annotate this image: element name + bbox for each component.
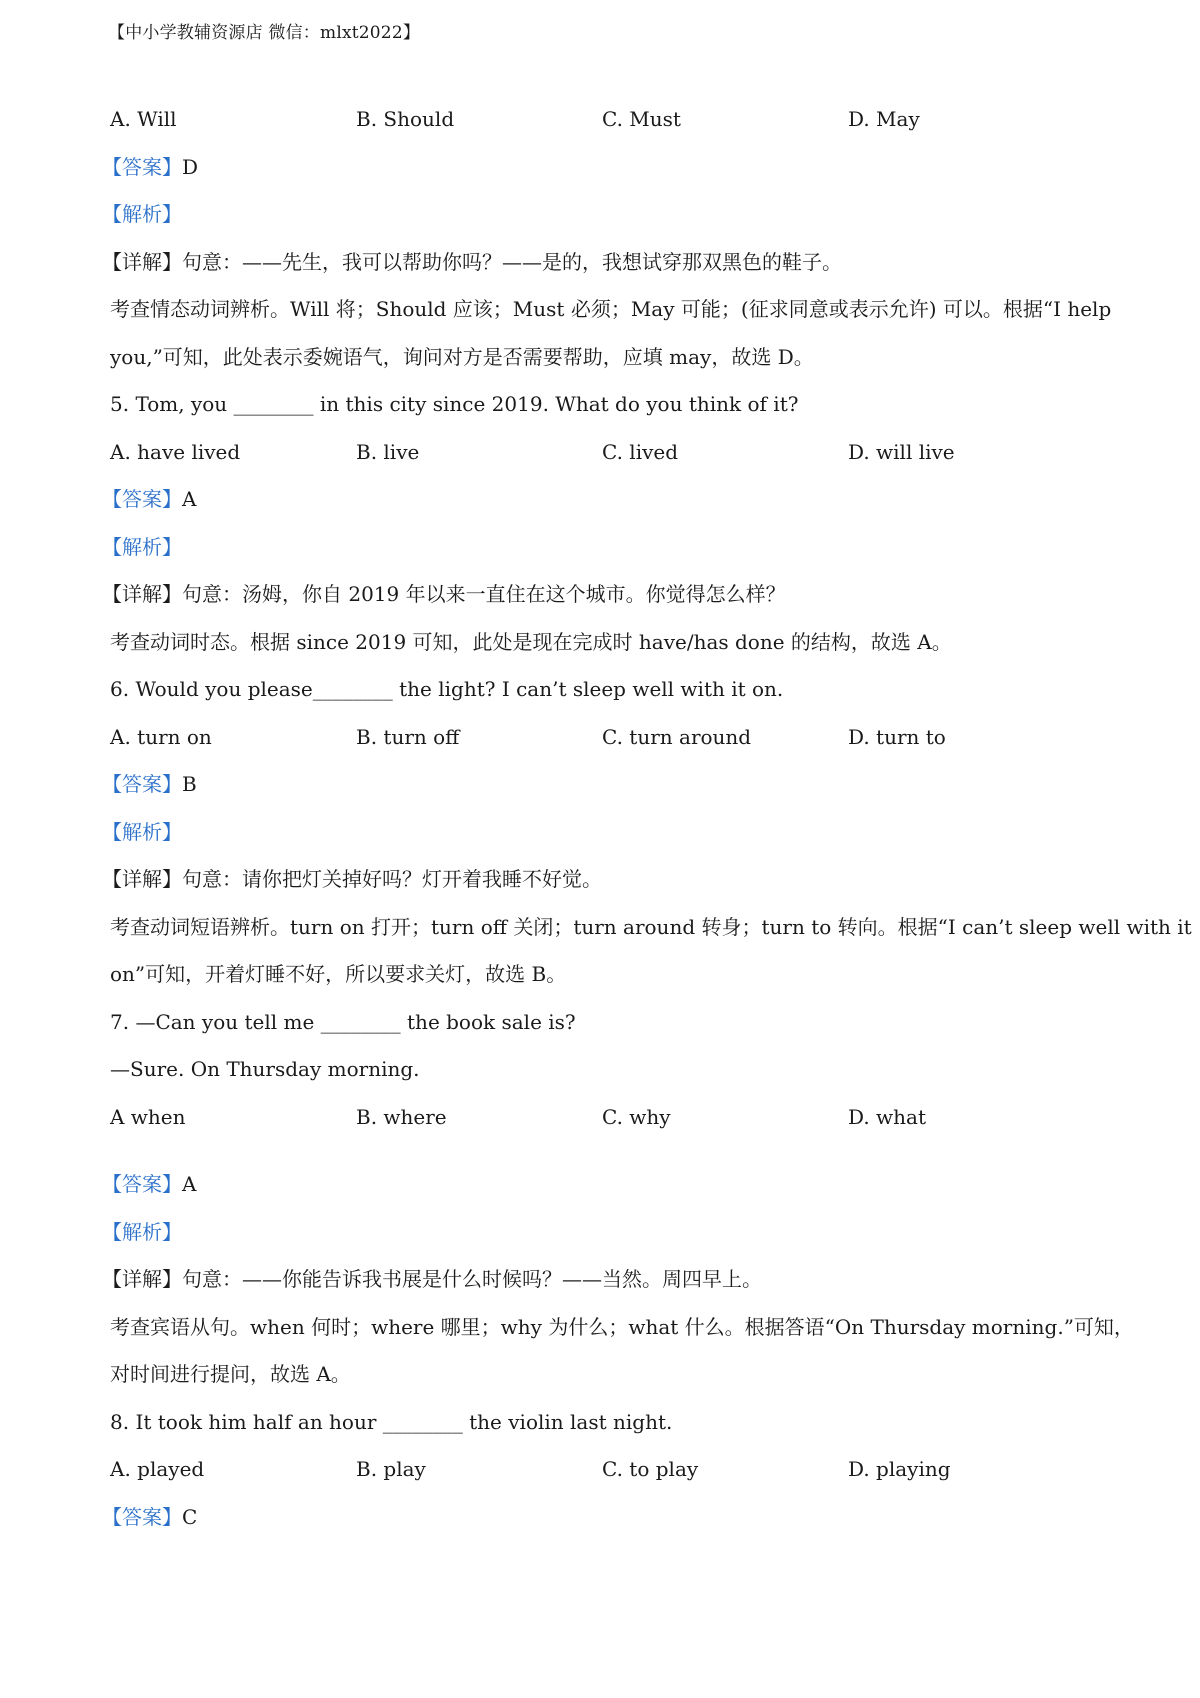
question-text: —Sure. On Thursday morning. xyxy=(110,1057,420,1081)
option-b: B. Should xyxy=(356,107,455,131)
detail-line xyxy=(102,571,1100,619)
detail-text: 考查动词短语辨析。turn on 打开；turn off 关闭；turn around 转身；turn to 转向。根据“I can’t sleep well with it xyxy=(110,914,1192,939)
detail-text: 句意：——先生，我可以帮助你吗？——是的，我想试穿那双黑色的鞋子。 xyxy=(182,249,842,274)
answer-label: 【答案】 xyxy=(102,772,182,796)
detail-text: on”可知，开着灯睡不好，所以要求关灯，故选 B。 xyxy=(110,962,567,986)
detail-line xyxy=(102,239,1100,287)
answer-line xyxy=(102,1161,1100,1209)
option-d: D. May xyxy=(848,107,920,131)
analysis-label: 【解析】 xyxy=(102,819,182,844)
detail-text: 句意：——你能告诉我书展是什么时候吗？——当然。周四早上。 xyxy=(182,1267,762,1291)
answer-value: B xyxy=(182,772,197,796)
detail-label: 【详解】 xyxy=(102,249,182,274)
option-a: A. played xyxy=(110,1457,205,1481)
detail-text: 考查动词时态。根据 since 2019 可知，此处是现在完成时 have/has done 的结构，故选 A。 xyxy=(110,629,952,654)
answer-line xyxy=(102,476,1100,524)
detail-label: 【详解】 xyxy=(102,867,182,891)
analysis-line xyxy=(102,191,1100,239)
analysis-label: 【解析】 xyxy=(102,202,182,226)
spacer xyxy=(110,1141,1100,1161)
detail-text: 对时间进行提问，故选 A。 xyxy=(110,1362,351,1386)
option-c: C. to play xyxy=(602,1457,699,1481)
detail-line xyxy=(102,856,1100,904)
detail-text: 考查宾语从句。when 何时；where 哪里；why 为什么；what 什么。根据答语“On Thursday morning.”可知， xyxy=(110,1314,1134,1339)
option-b: B. live xyxy=(356,439,420,464)
option-row xyxy=(110,96,1100,144)
question-text: 8. It took him half an hour ________ the violin last night. xyxy=(110,1409,673,1434)
answer-value: D xyxy=(182,154,199,179)
detail-text: 句意：汤姆，你自 2019 年以来一直住在这个城市。你觉得怎么样？ xyxy=(182,582,786,606)
option-a: A. have lived xyxy=(110,439,241,464)
option-b: B. turn off xyxy=(356,724,460,749)
option-c: C. lived xyxy=(602,439,679,464)
option-c: C. turn around xyxy=(602,724,752,749)
option-row xyxy=(110,1446,1100,1494)
detail-label: 【详解】 xyxy=(102,1267,182,1291)
detail-text: 句意：请你把灯关掉好吗？灯开着我睡不好觉。 xyxy=(182,867,602,891)
option-d: D. playing xyxy=(848,1457,951,1481)
option-row xyxy=(110,1094,1100,1142)
analysis-line xyxy=(102,809,1100,857)
answer-label: 【答案】 xyxy=(102,1172,182,1196)
option-a: A. Will xyxy=(110,107,177,131)
detail-label: 【详解】 xyxy=(102,582,182,606)
option-row xyxy=(110,714,1100,762)
answer-line xyxy=(102,1494,1100,1542)
question-text: 5. Tom, you ________ in this city since 2019. What do you think of it? xyxy=(110,392,799,416)
answer-value: C xyxy=(182,1504,198,1529)
page-header-watermark: 【中小学教辅资源店 微信：mlxt2022】 xyxy=(108,23,421,43)
detail-text: 考查情态动词辨析。Will 将；Should 应该；Must 必须；May 可能；(征求同意或表示允许) 可以。根据“I help xyxy=(110,297,1112,321)
analysis-label: 【解析】 xyxy=(102,1219,182,1244)
question-text: 6. Would you please________ the light? I can’t sleep well with it on. xyxy=(110,677,784,701)
option-a: A when xyxy=(110,1104,186,1129)
answer-value: A xyxy=(182,1172,197,1196)
option-c: C. why xyxy=(602,1104,671,1129)
analysis-line xyxy=(102,524,1100,572)
question-text: 7. —Can you tell me ________ the book sale is? xyxy=(110,1009,576,1034)
answer-label: 【答案】 xyxy=(102,487,182,511)
answer-label: 【答案】 xyxy=(102,1504,182,1529)
answer-label: 【答案】 xyxy=(102,154,182,179)
answer-line xyxy=(102,761,1100,809)
option-a: A. turn on xyxy=(110,724,212,749)
detail-text: you,”可知，此处表示委婉语气，询问对方是否需要帮助，应填 may，故选 D。 xyxy=(110,344,814,369)
option-b: B. where xyxy=(356,1104,447,1129)
option-c: C. Must xyxy=(602,107,681,131)
detail-line xyxy=(102,1256,1100,1304)
answer-line xyxy=(102,144,1100,192)
answer-value: A xyxy=(182,487,197,511)
document-body xyxy=(102,96,1192,1541)
option-b: B. play xyxy=(356,1457,426,1481)
analysis-label: 【解析】 xyxy=(102,534,182,559)
analysis-line xyxy=(102,1209,1100,1257)
option-d: D. what xyxy=(848,1104,926,1129)
option-d: D. will live xyxy=(848,439,955,464)
option-d: D. turn to xyxy=(848,724,946,749)
option-row xyxy=(110,429,1100,477)
